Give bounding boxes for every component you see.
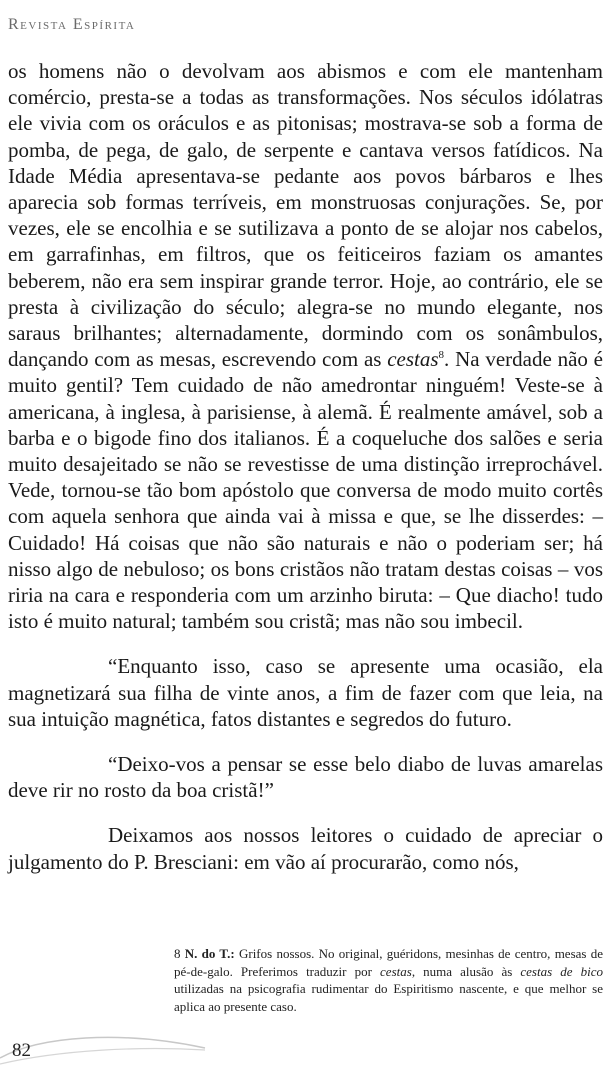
paragraph-1-part-b: . Na verdade não é muito gentil? Tem cuidado de não amedrontar ninguém! Veste-se à americana, à inglesa, à parisiense, à alemã. É realmente amável, sob a barba e o bigode fino dos italianos. É a coqueluche dos salões e seria muito desajeitado se não se revestisse de uma distinção irreprochável. Vede, tornou-se tão bom apóstolo que conversa de modo muito cortês com aquela senhora que ainda vai à missa e que, se lhe disserdes: – Cuidado! Há coisas que não são naturais e não o poderiam ser; há nisso algo de nebuloso; os bons cristãos não tratam destas coisas – vos riria na cara e responderia com um arzinho biruta: – Que diacho! tudo isto é muito natural; também sou cristã; mas não sou imbecil. xyxy=(8,347,603,634)
paragraph-3: “Deixo-vos a pensar se esse belo diabo de luvas amarelas deve rir no rosto da boa cristã!” xyxy=(8,752,603,803)
footnote-label: N. do T.: xyxy=(184,946,235,961)
footnote-8 xyxy=(174,945,603,1015)
footnote-text-b: , numa alusão às xyxy=(411,963,521,979)
body-text xyxy=(8,58,603,875)
footnote-text-a: Grifos nossos. No original, guéridons, mesinhas de centro, mesas de pé-de-galo. Preferimos traduzir por xyxy=(174,946,603,979)
page-corner-swoosh xyxy=(0,1028,230,1068)
paragraph-4: Deixamos aos nossos leitores o cuidado de apreciar o julgamento do P. Bresciani: em vão aí procurarão, como nós, xyxy=(8,823,603,874)
running-header: Revista Espírita xyxy=(8,16,136,33)
footnote-italic-2: cestas de bico xyxy=(520,963,604,979)
italic-word-cestas: cestas xyxy=(387,347,439,372)
footnote-text-c: utilizadas na psicografia rudimentar do Espiritismo nascente, e que melhor se aplica ao presente caso. xyxy=(174,981,603,1014)
footnote-marker: 8 xyxy=(174,946,181,961)
page-number: 82 xyxy=(12,1040,31,1061)
paragraph-1-part-a: os homens não o devolvam aos abismos e com ele mantenham comércio, presta-se a todas as transformações. Nos séculos idólatras ele vivia com os oráculos e as pitonisas; mostrava-se sob a forma de pomba, de pega, de galo, de serpente e cantava versos fatídicos. Na Idade Média apresentava-se pedante aos povos bárbaros e lhes aparecia sob formas terríveis, em monstruosas conjurações. Se, por vezes, ele se encolhia e se sutilizava a ponto de se alojar nos cabelos, em garrafinhas, em filtros, que os feiticeiros faziam os amantes beberem, não era sem inspirar grande terror. Hoje, ao contrário, ele se presta à civilização do século; alegra-se no mundo elegante, nos saraus brilhantes; alternadamente, dormindo com os sonâmbulos, dançando com as mesas, escrevendo com as xyxy=(8,59,603,372)
paragraph-2: “Enquanto isso, caso se apresente uma ocasião, ela magnetizará sua filha de vinte anos, a fim de fazer com que leia, na sua intuição magnética, fatos distantes e segredos do futuro. xyxy=(8,654,603,731)
footnote-ref-8[interactable]: 8 xyxy=(438,349,445,362)
paragraph-1 xyxy=(8,58,603,634)
footnote-italic-1: cestas xyxy=(380,963,412,979)
